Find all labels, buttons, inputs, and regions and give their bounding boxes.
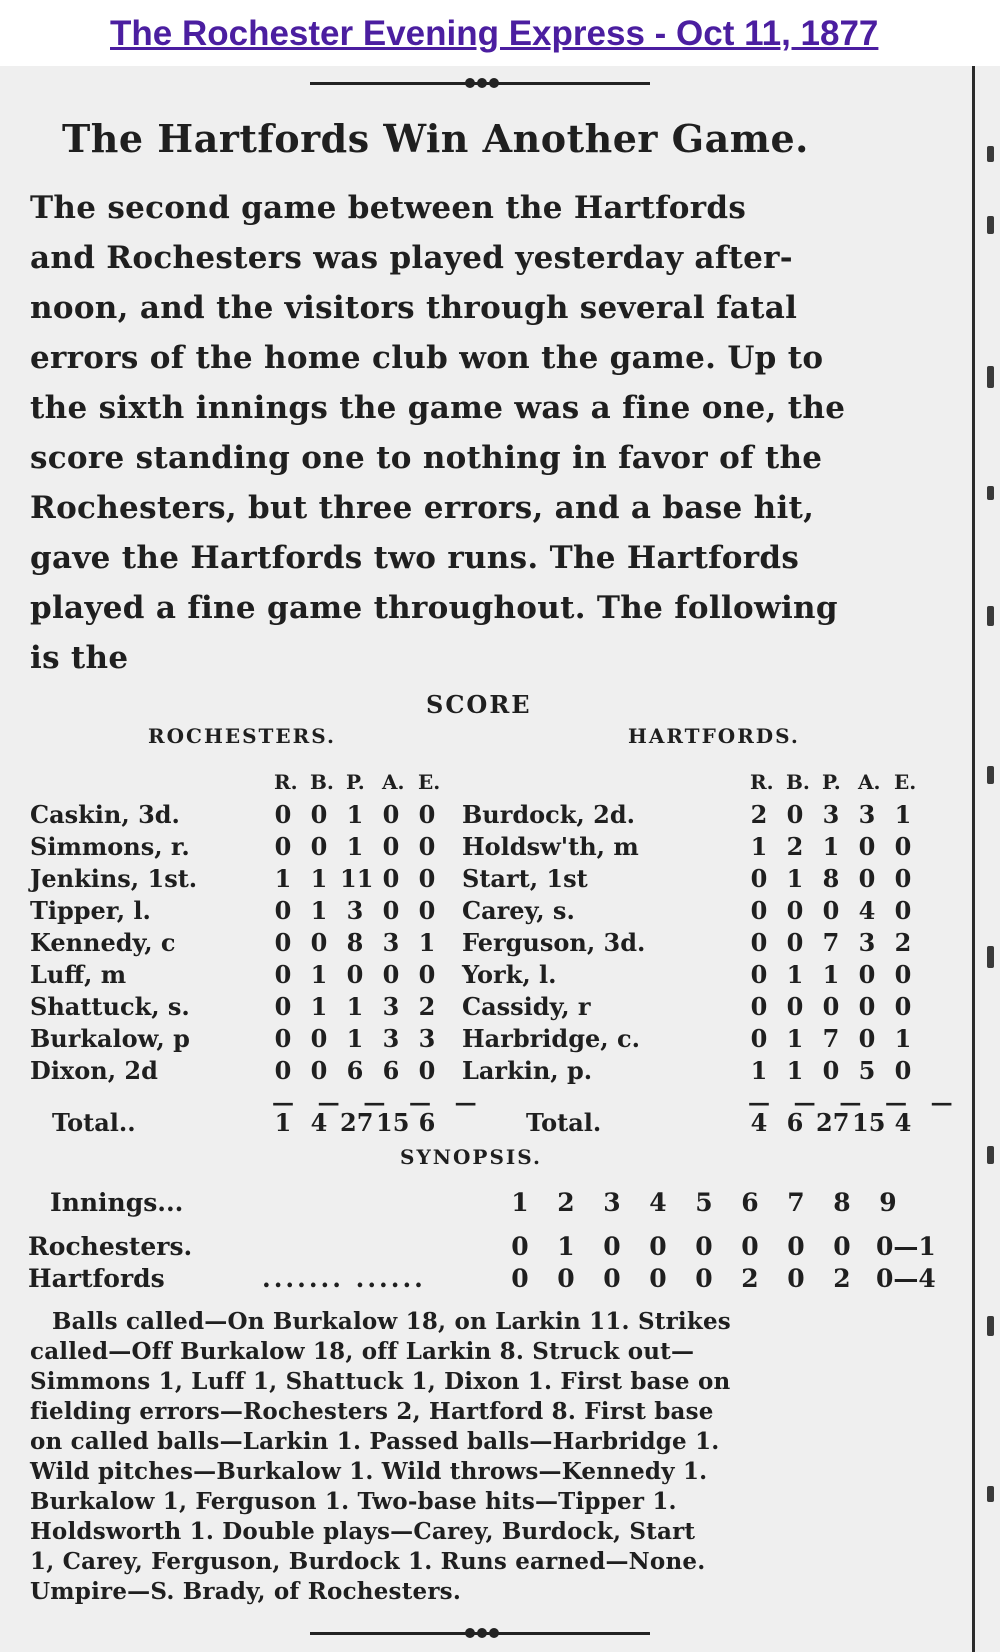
- paragraph-line: Rochesters, but three errors, and a base hit,: [30, 490, 815, 526]
- notes-line: Simmons 1, Luff 1, Shattuck 1, Dixon 1. First base on: [30, 1368, 731, 1395]
- headline: The Hartfords Win Another Game.: [62, 116, 809, 161]
- hartfords-heading: HARTFORDS.: [628, 724, 800, 748]
- table-row: Jenkins, 1st. 1 1 11 0 0 Start, 1st 0 1 8 0 0: [30, 864, 912, 893]
- synopsis-row-rochesters: Rochesters. 0 1 0 0 0 0 0 0 0—1: [28, 1232, 936, 1261]
- table-row: Luff, m 0 1 0 0 0 York, l. 0 1 1 0 0: [30, 960, 912, 989]
- paragraph-line: score standing one to nothing in favor of the: [30, 440, 823, 476]
- score-title: SCORE: [426, 690, 532, 719]
- col-header-r: R.: [274, 770, 298, 794]
- paragraph-line: and Rochesters was played yesterday after-: [30, 240, 793, 276]
- table-row: Kennedy, c 0 0 8 3 1 Ferguson, 3d. 0 0 7 3 2: [30, 928, 912, 957]
- table-row: Dixon, 2d 0 0 6 6 0 Larkin, p. 1 1 0 5 0: [30, 1056, 912, 1085]
- col-header-r: R.: [750, 770, 774, 794]
- col-header-a: A.: [858, 770, 881, 794]
- col-header-b: B.: [786, 770, 810, 794]
- notes-line: Holdsworth 1. Double plays—Carey, Burdock, Start: [30, 1518, 696, 1545]
- synopsis-row-hartfords: Hartfords ....... ...... 0 0 0 0 0 2 0 2 0—4: [28, 1264, 936, 1293]
- paragraph-line: is the: [30, 640, 129, 676]
- notes-line: Burkalow 1, Ferguson 1. Two-base hits—Tipper 1.: [30, 1488, 677, 1515]
- notes-line: on called balls—Larkin 1. Passed balls—Harbridge 1.: [30, 1428, 720, 1455]
- totals-row: Total.. 1 4 27 15 6 Total. 4 6 27 15 4: [52, 1108, 912, 1137]
- paragraph-line: errors of the home club won the game. Up to: [30, 340, 824, 376]
- paragraph-line: the sixth innings the game was a fine one, the: [30, 390, 846, 426]
- table-row: Simmons, r. 0 0 1 0 0 Holdsw'th, m 1 2 1 0 0: [30, 832, 912, 861]
- notes-line: fielding errors—Rochesters 2, Hartford 8. First base: [30, 1398, 714, 1425]
- synopsis-title: SYNOPSIS.: [400, 1145, 542, 1169]
- col-header-b: B.: [310, 770, 334, 794]
- notes-line: Umpire—S. Brady, of Rochesters.: [30, 1578, 462, 1605]
- table-row: Burkalow, p 0 0 1 3 3 Harbridge, c. 0 1 7 0 1: [30, 1024, 912, 1053]
- paragraph-line: gave the Hartfords two runs. The Hartfords: [30, 540, 800, 576]
- table-row: Tipper, l. 0 1 3 0 0 Carey, s. 0 0 0 4 0: [30, 896, 912, 925]
- page-header: [0, 0, 1000, 66]
- paragraph-line: The second game between the Hartfords: [30, 190, 747, 226]
- column-divider: — — — — —: [748, 1090, 961, 1116]
- notes-line: called—Off Burkalow 18, off Larkin 8. Struck out—: [30, 1338, 695, 1365]
- source-title-link[interactable]: The Rochester Evening Express - Oct 11, 1877: [110, 14, 879, 53]
- column-divider: — — — — —: [272, 1090, 485, 1116]
- column-rule: [972, 66, 975, 1652]
- notes-line: Balls called—On Burkalow 18, on Larkin 11. Strikes: [52, 1308, 731, 1335]
- col-header-e: E.: [894, 770, 917, 794]
- col-header-p: P.: [822, 770, 841, 794]
- paragraph-line: noon, and the visitors through several fatal: [30, 290, 798, 326]
- innings-row: Innings... 1 2 3 4 5 6 7 8 9: [50, 1188, 897, 1217]
- notes-line: 1, Carey, Ferguson, Burdock 1. Runs earned—None.: [30, 1548, 706, 1575]
- col-header-p: P.: [346, 770, 365, 794]
- table-row: Caskin, 3d. 0 0 1 0 0 Burdock, 2d. 2 0 3 3 1: [30, 800, 912, 829]
- col-header-a: A.: [382, 770, 405, 794]
- paragraph-line: played a fine game throughout. The following: [30, 590, 838, 626]
- notes-line: Wild pitches—Burkalow 1. Wild throws—Kennedy 1.: [30, 1458, 708, 1485]
- table-row: Shattuck, s. 0 1 1 3 2 Cassidy, r 0 0 0 0 0: [30, 992, 912, 1021]
- top-ornament-rule: [310, 76, 650, 90]
- col-header-e: E.: [418, 770, 441, 794]
- bottom-ornament-rule: [310, 1626, 650, 1640]
- rochesters-heading: ROCHESTERS.: [148, 724, 336, 748]
- adjacent-column-fragment: [987, 66, 1000, 1652]
